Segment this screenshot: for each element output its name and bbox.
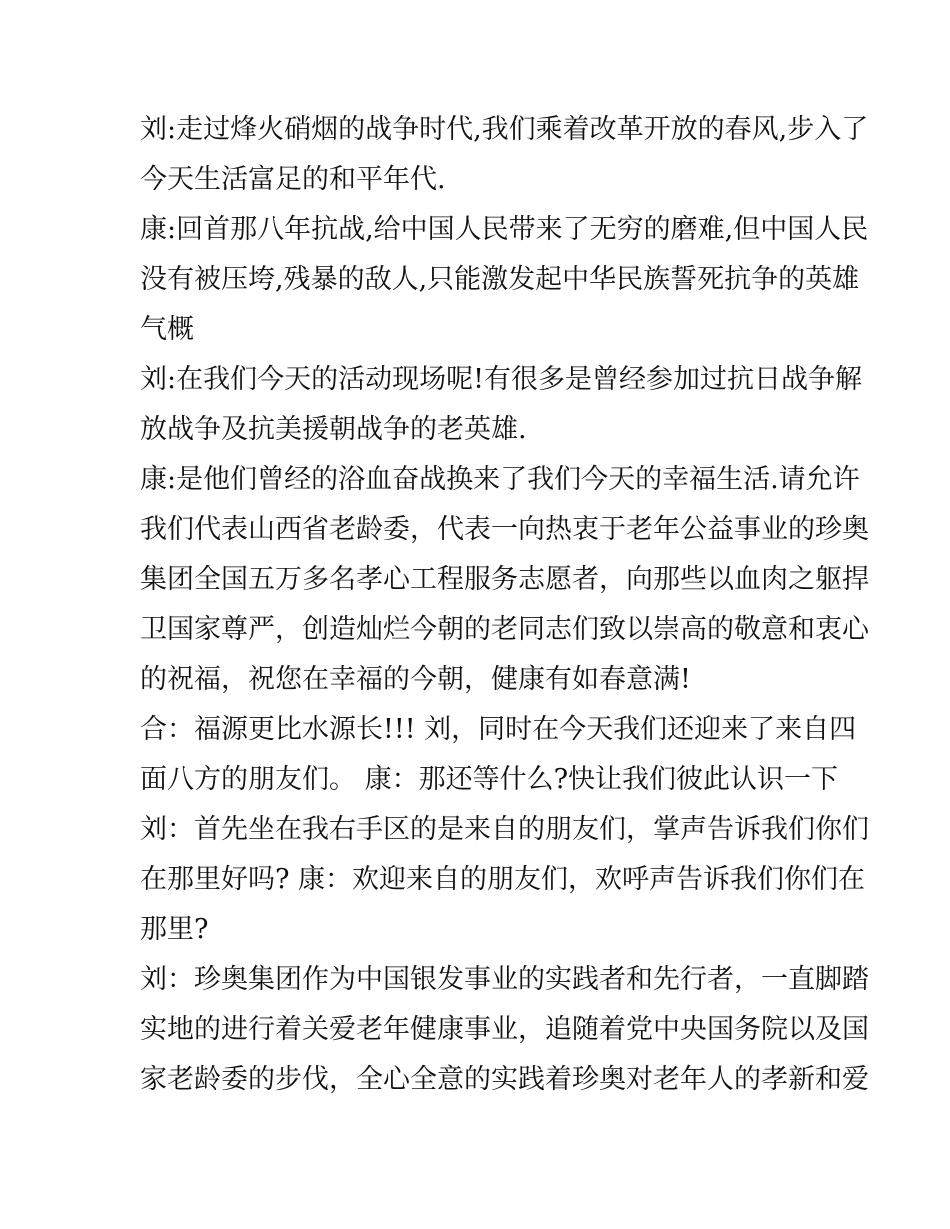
text-line: 气概 — [140, 314, 194, 345]
text-line: 面八方的朋友们。 康：那还等什么?快让我们彼此认识一下 — [140, 764, 839, 795]
text-line: 我们代表山西省老龄委，代表一向热衷于老年公益事业的珍奥 — [140, 514, 869, 545]
text-line: 集团全国五万多名孝心工程服务志愿者，向那些以血肉之躯捍 — [140, 564, 869, 595]
text-line: 那里? — [140, 914, 209, 945]
text-line: 康:回首那八年抗战,给中国人民带来了无穷的磨难,但中国人民 — [140, 214, 869, 245]
text-line: 刘:走过烽火硝烟的战争时代,我们乘着改革开放的春风,步入了 — [140, 114, 869, 145]
text-line: 家老龄委的步伐，全心全意的实践着珍奥对老年人的孝新和爱 — [140, 1064, 869, 1095]
text-line: 在那里好吗? 康：欢迎来自的朋友们，欢呼声告诉我们你们在 — [140, 864, 866, 895]
text-line: 刘:在我们今天的活动现场呢!有很多是曾经参加过抗日战争解 — [140, 364, 862, 395]
text-line: 刘：珍奥集团作为中国银发事业的实践者和先行者，一直脚踏 — [140, 964, 869, 995]
text-line: 卫国家尊严，创造灿烂今朝的老同志们致以崇高的敬意和衷心 — [140, 614, 869, 645]
text-line: 刘：首先坐在我右手区的是来自的朋友们，掌声告诉我们你们 — [140, 814, 869, 845]
text-line: 今天生活富足的和平年代. — [140, 164, 446, 195]
text-line: 没有被压垮,残暴的敌人,只能激发起中华民族誓死抗争的英雄 — [140, 264, 860, 295]
text-line: 合：福源更比水源长!!! 刘，同时在今天我们还迎来了来自四 — [140, 714, 857, 745]
text-line: 康:是他们曾经的浴血奋战换来了我们今天的幸福生活.请允许 — [140, 464, 860, 495]
document-body — [140, 105, 869, 1105]
text-line: 实地的进行着关爱老年健康事业，追随着党中央国务院以及国 — [140, 1014, 869, 1045]
text-line: 的祝福，祝您在幸福的今朝，健康有如春意满! — [140, 664, 691, 695]
text-line: 放战争及抗美援朝战争的老英雄. — [140, 414, 527, 445]
